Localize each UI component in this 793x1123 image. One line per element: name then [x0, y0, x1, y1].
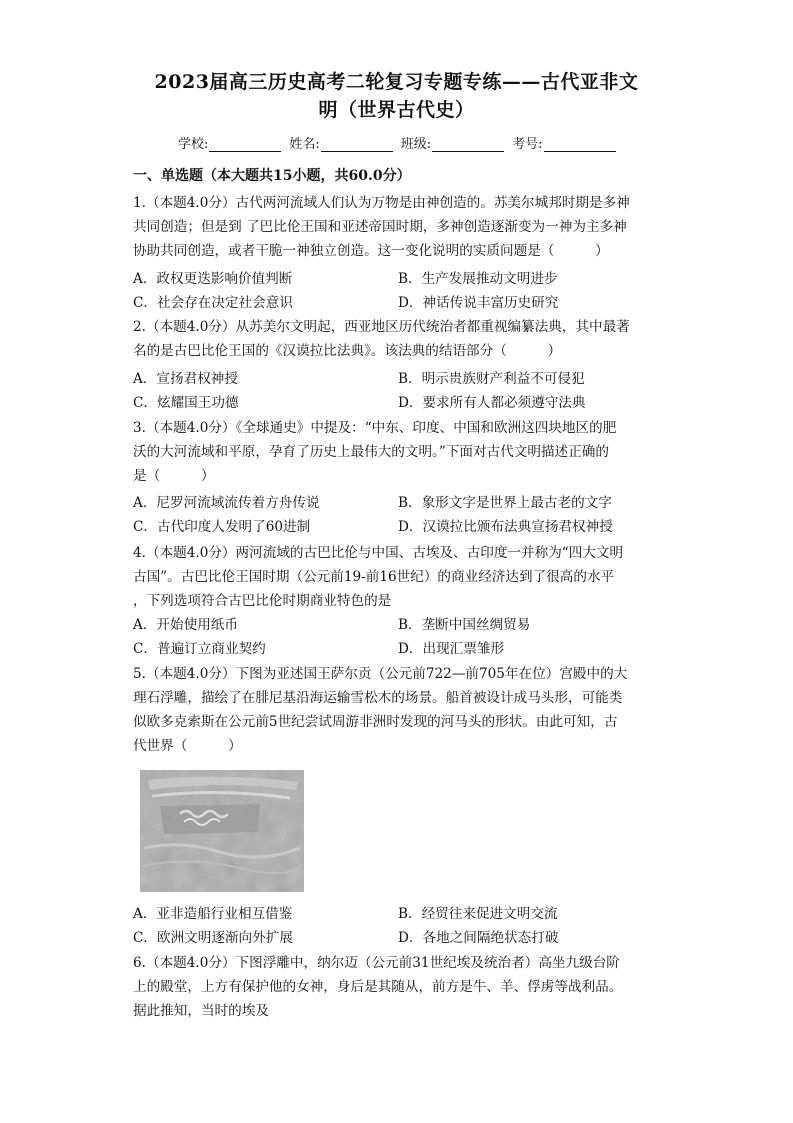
- option-b[interactable]: B．垄断中国丝绸贸易: [398, 617, 531, 633]
- option-a[interactable]: A．亚非造船行业相互借鉴: [133, 906, 293, 922]
- exam-title-line-1: 2023届高三历史高考二轮复习专题专练——古代亚非文: [154, 71, 639, 93]
- question-1-options: [133, 267, 663, 315]
- question-3-options: [133, 491, 663, 539]
- relief-image: [140, 770, 304, 892]
- option-b[interactable]: B．明示贵族财产利益不可侵犯: [398, 371, 585, 387]
- question-text-line: 上的殿堂，上方有保护他的女神，身后是其随从，前方是牛、羊、俘虏等战利品。: [133, 979, 623, 995]
- section-heading: 一、单选题（本大题共15小题，共60.0分）: [133, 168, 411, 184]
- school-label: 学校:: [178, 137, 209, 152]
- class-label: 班级:: [400, 137, 432, 152]
- option-d[interactable]: D．出现汇票雏形: [398, 641, 505, 657]
- question-text-line: 3.（本题4.0分）《全球通史》中提及：“中东、印度、中国和欧洲这四块地区的肥: [133, 420, 617, 436]
- question-text-line: 1.（本题4.0分）古代两河流域人们认为万物是由神创造的。苏美尔城邦时期是多神: [133, 195, 630, 211]
- question-4: [133, 541, 663, 613]
- option-d[interactable]: D．神话传说丰富历史研究: [398, 295, 559, 311]
- question-text-line: 沃的大河流域和平原，孕育了历史上最伟大的文明。”下面对古代文明描述正确的: [133, 444, 609, 460]
- option-b[interactable]: B．象形文字是世界上最古老的文字: [398, 495, 612, 511]
- question-text-line: 5.（本题4.0分）下图为亚述国王萨尔贡（公元前722—前705年在位）宫殿中的大: [133, 666, 628, 682]
- school-blank[interactable]: [209, 137, 281, 152]
- exam-number-blank[interactable]: [544, 137, 616, 152]
- option-c[interactable]: C．古代印度人发明了60进制: [133, 519, 311, 535]
- option-c[interactable]: C．普遍订立商业契约: [133, 641, 266, 657]
- question-text-line: 协助共同创造，或者干脆一神独立创造。这一变化说明的实质问题是（ ）: [133, 243, 609, 259]
- question-text-line: 古国”。古巴比伦王国时期（公元前19-前16世纪）的商业经济达到了很高的水平: [133, 569, 615, 585]
- name-label: 姓名:: [289, 137, 320, 152]
- name-field[interactable]: [289, 133, 392, 152]
- class-blank[interactable]: [432, 137, 504, 152]
- question-4-options: [133, 613, 663, 661]
- option-a[interactable]: A．开始使用纸币: [133, 617, 238, 633]
- student-info-row: [178, 133, 638, 152]
- question-text-line: 共同创造；但是到 了巴比伦王国和亚述帝国时期，多神创造逐渐变为一神为主多神: [133, 219, 627, 235]
- school-field[interactable]: [178, 133, 281, 152]
- question-text-line: 4.（本题4.0分）两河流域的古巴比伦与中国、古埃及、古印度一并称为“四大文明: [133, 545, 624, 561]
- question-text-line: 理石浮雕，描绘了在腓尼基沿海运输雪松木的场景。船首被设计成马头形，可能类: [133, 690, 623, 706]
- option-a[interactable]: A．尼罗河流域流传着方舟传说: [133, 495, 320, 511]
- question-text-line: ，下列选项符合古巴比伦时期商业特色的是: [133, 593, 392, 609]
- class-field[interactable]: [401, 133, 504, 152]
- option-c[interactable]: C．欧洲文明逐渐向外扩展: [133, 930, 293, 946]
- question-text-line: 据此推知，当时的埃及: [133, 1003, 269, 1019]
- question-5: [133, 662, 663, 758]
- question-text-line: 名的是古巴比伦王国的《汉谟拉比法典》。该法典的结语部分（ ）: [133, 343, 562, 359]
- name-blank[interactable]: [321, 137, 393, 152]
- option-b[interactable]: B．经贸往来促进文明交流: [398, 906, 558, 922]
- question-6: [133, 951, 663, 1023]
- exam-number-label: 考号:: [512, 137, 543, 152]
- option-a[interactable]: A．政权更迭影响价值判断: [133, 271, 293, 287]
- exam-title-line-2: 明（世界古代史）: [318, 99, 475, 121]
- question-text-line: 2.（本题4.0分）从苏美尔文明起，西亚地区历代统治者都重视编纂法典，其中最著: [133, 319, 630, 335]
- option-d[interactable]: D．各地之间隔绝状态打破: [398, 930, 559, 946]
- question-1: [133, 191, 663, 263]
- option-b[interactable]: B．生产发展推动文明进步: [398, 271, 558, 287]
- option-c[interactable]: C．社会存在决定社会意识: [133, 295, 293, 311]
- question-text-line: 是（ ）: [133, 468, 215, 484]
- question-2: [133, 315, 663, 363]
- question-3: [133, 416, 663, 488]
- option-d[interactable]: D．汉谟拉比颁布法典宣扬君权神授: [398, 519, 613, 535]
- question-text-line: 代世界（ ）: [133, 738, 242, 754]
- exam-number-field[interactable]: [512, 133, 615, 152]
- option-a[interactable]: A．宣扬君权神授: [133, 371, 238, 387]
- option-d[interactable]: D．要求所有人都必须遵守法典: [398, 395, 586, 411]
- question-text-line: 似欧多克索斯在公元前5世纪尝试周游非洲时发现的河马头的形状。由此可知，古: [133, 714, 618, 730]
- question-2-options: [133, 367, 663, 415]
- option-c[interactable]: C．炫耀国王功德: [133, 395, 239, 411]
- question-5-options: [133, 902, 663, 950]
- question-text-line: 6.（本题4.0分）下图浮雕中，纳尔迈（公元前31世纪埃及统治者）高坐九级台阶: [133, 955, 620, 971]
- stone-relief-illustration: [140, 770, 304, 892]
